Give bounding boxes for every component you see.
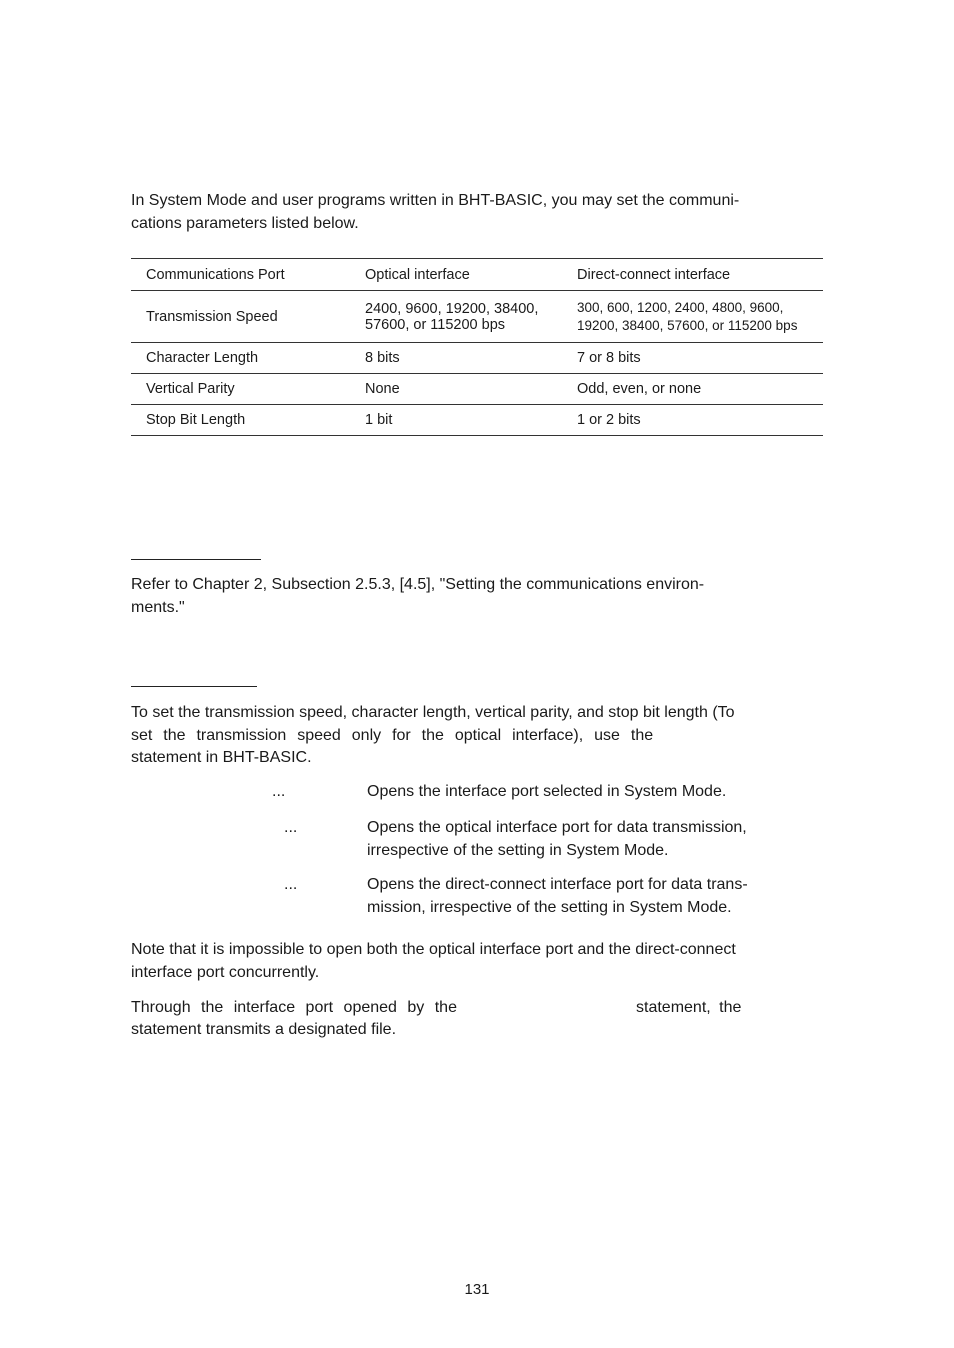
- basic-line-1: To set the transmission speed, character length, vertical parity, and stop bit length (To: [131, 704, 735, 721]
- item-desc-line-1: Opens the optical interface port for data transmission,: [367, 819, 747, 836]
- optical-value: 1 bit: [350, 405, 562, 436]
- system-mode-line-1: Refer to Chapter 2, Subsection 2.5.3, [4.5], "Setting the communications environ-: [131, 576, 705, 593]
- item-ellipsis: ...: [284, 819, 298, 836]
- item-desc-line-1: Opens the interface port selected in System Mode.: [367, 783, 727, 800]
- optical-value: 8 bits: [350, 343, 562, 374]
- section-rule-system-mode: [131, 559, 261, 560]
- communications-parameters-table: [131, 258, 823, 436]
- note-paragraph: [131, 939, 823, 984]
- table-row: [131, 405, 823, 436]
- table-row: [131, 343, 823, 374]
- param-name: Vertical Parity: [131, 374, 350, 405]
- table-row: [131, 291, 823, 343]
- through-line-2: statement transmits a designated file.: [131, 1021, 397, 1038]
- param-name: Stop Bit Length: [131, 405, 350, 436]
- section-rule-basic: [131, 686, 257, 687]
- note-line-2: interface port concurrently.: [131, 963, 320, 981]
- basic-paragraph: [131, 702, 823, 770]
- optical-speed-line-1: 2400, 9600, 19200, 38400,: [365, 300, 539, 317]
- basic-line-2: set the transmission speed only for the optical interface), use the: [131, 726, 654, 744]
- item-ellipsis: ...: [284, 876, 298, 893]
- page-number: 131: [464, 1281, 490, 1298]
- direct-speed-line-2: 19200, 38400, 57600, or 115200 bps: [577, 317, 798, 333]
- system-mode-paragraph: [131, 574, 823, 619]
- header-optical: Optical interface: [350, 259, 562, 291]
- item-description: [367, 874, 823, 919]
- direct-speed-line-1: 300, 600, 1200, 2400, 4800, 9600,: [577, 300, 784, 315]
- item-ellipsis: ...: [272, 783, 286, 800]
- header-port: Communications Port: [131, 259, 350, 291]
- optical-speed-line-2: 57600, or 115200 bps: [365, 316, 506, 333]
- direct-value: 1 or 2 bits: [562, 405, 823, 436]
- system-mode-line-2: ments.": [131, 598, 185, 616]
- table-row: [131, 374, 823, 405]
- optical-value: [350, 291, 562, 343]
- basic-line-3: statement in BHT-BASIC.: [131, 749, 312, 766]
- direct-value: 7 or 8 bits: [562, 343, 823, 374]
- direct-value: Odd, even, or none: [562, 374, 823, 405]
- optical-value: None: [350, 374, 562, 405]
- note-line-1: Note that it is impossible to open both the optical interface port and the direct-connect: [131, 941, 736, 958]
- item-desc-line-1: Opens the direct-connect interface port for data trans-: [367, 876, 748, 893]
- through-text-a: Through the interface port opened by the: [131, 999, 457, 1016]
- item-description: [367, 781, 823, 804]
- intro-line-1: In System Mode and user programs written in BHT-BASIC, you may set the communi-: [131, 192, 740, 209]
- param-name: Transmission Speed: [131, 291, 350, 343]
- item-desc-line-2: irrespective of the setting in System Mode.: [367, 841, 669, 859]
- intro-line-2: cations parameters listed below.: [131, 214, 359, 232]
- item-description: [367, 817, 823, 862]
- table-header-row: [131, 259, 823, 291]
- intro-paragraph: [131, 190, 823, 235]
- through-text-b: statement, the: [636, 999, 742, 1016]
- item-desc-line-2: mission, irrespective of the setting in System Mode.: [367, 898, 732, 916]
- direct-value: [562, 291, 823, 343]
- header-direct: Direct-connect interface: [562, 259, 823, 291]
- param-name: Character Length: [131, 343, 350, 374]
